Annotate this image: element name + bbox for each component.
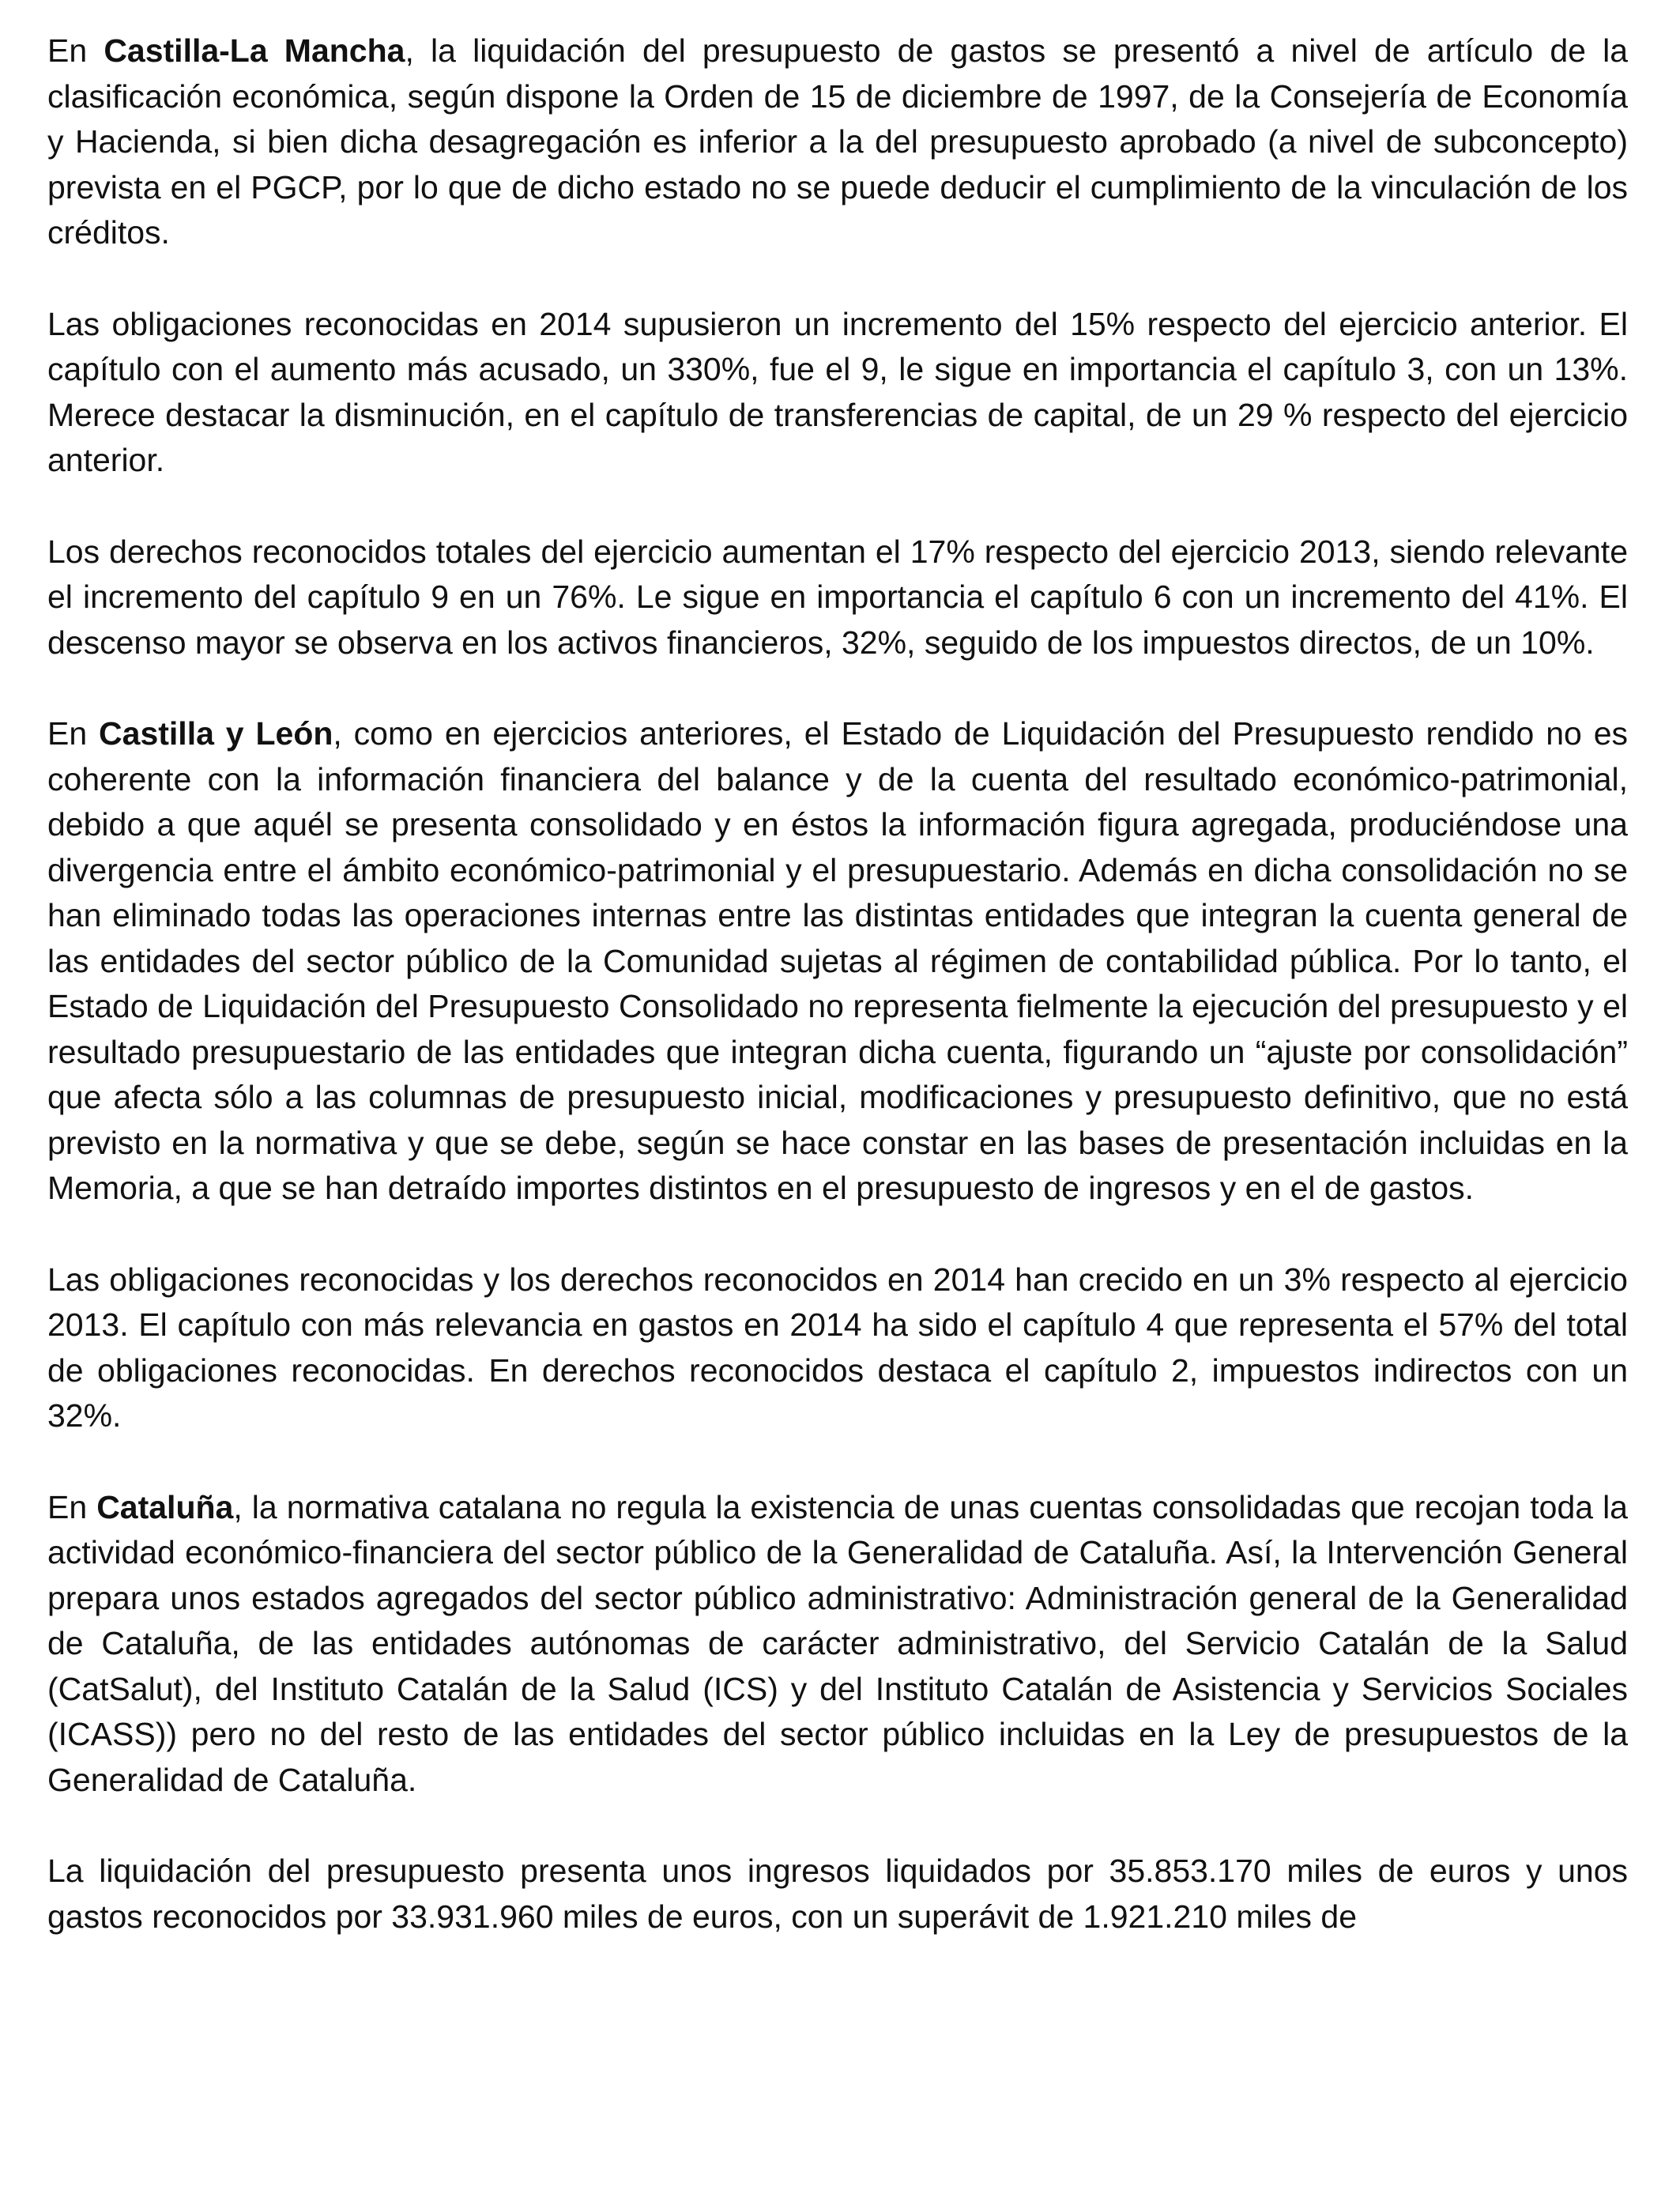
- paragraph-derechos-reconocidos: [47, 530, 1628, 666]
- paragraph-liquidacion-presupuesto: [47, 1849, 1628, 1940]
- text-run: En: [47, 32, 104, 69]
- text-run: En: [47, 1488, 97, 1525]
- text-run: En: [47, 715, 100, 752]
- text-run: , como en ejercicios anteriores, el Estado de Liquidación del Presupuesto rendido no es coherente con la información financiera del balance y de la cuenta del resultado económico-patrimonial, debido a que aquél se presenta consolidado y en éstos la información figura agregada, produciéndose una divergencia entre el ámbito económico-patrimonial y el presupuestario. Además en dicha consolidación no se han eliminado todas las operaciones internas entre las distintas entidades que integran la cuenta general de las entidades del sector público de la Comunidad sujetas al régimen de contabilidad pública. Por lo tanto, el Estado de Liquidación del Presupuesto Consolidado no representa fielmente la ejecución del presupuesto y el resultado presupuestario de las entidades que integran dicha cuenta, figurando un “ajuste por consolidación” que afecta sólo a las columnas de presupuesto inicial, modificaciones y presupuesto definitivo, que no está previsto en la normativa y que se debe, según se hace constar en las bases de presentación incluidas en la Memoria, a que se han detraído importes distintos en el presupuesto de ingresos y en el de gastos.: [47, 715, 1628, 1206]
- text-run: Las obligaciones reconocidas en 2014 supusieron un incremento del 15% respecto del ejercicio anterior. El capítulo con el aumento más acusado, un 330%, fue el 9, le sigue en importancia el capítulo 3, con un 13%. Merece destacar la disminución, en el capítulo de transferencias de capital, de un 29 % respecto del ejercicio anterior.: [47, 305, 1628, 478]
- document-page: [47, 28, 1628, 1940]
- paragraph-cataluna: [47, 1485, 1628, 1804]
- text-run: Los derechos reconocidos totales del ejercicio aumentan el 17% respecto del ejercicio 2013, siendo relevante el incremento del capítulo 9 en un 76%. Le sigue en importancia el capítulo 6 con un incremento del 41%. El descenso mayor se observa en los activos financieros, 32%, seguido de los impuestos directos, de un 10%.: [47, 533, 1628, 661]
- paragraph-castilla-la-mancha: [47, 28, 1628, 256]
- region-name-castilla-y-leon: Castilla y León: [99, 715, 333, 752]
- text-run: , la normativa catalana no regula la existencia de unas cuentas consolidadas que recojan toda la actividad económico-financiera del sector público de la Generalidad de Cataluña. Así, la Intervención General prepara unos estados agregados del sector público administrativo: Administración general de la Generalidad de Cataluña, de las entidades autónomas de carácter administrativo, del Servicio Catalán de la Salud (CatSalut), del Instituto Catalán de la Salud (ICS) y del Instituto Catalán de Asistencia y Servicios Sociales (ICASS)) pero no del resto de las entidades del sector público incluidas en la Ley de presupuestos de la Generalidad de Cataluña.: [47, 1488, 1628, 1798]
- paragraph-castilla-y-leon: [47, 711, 1628, 1212]
- region-name-castilla-la-mancha: Castilla-La Mancha: [104, 32, 405, 69]
- text-run: La liquidación del presupuesto presenta unos ingresos liquidados por 35.853.170 miles de euros y unos gastos reconocidos por 33.931.960 miles de euros, con un superávit de 1.921.210 miles de: [47, 1853, 1628, 1935]
- text-run: , la liquidación del presupuesto de gastos se presentó a nivel de artículo de la clasificación económica, según dispone la Orden de 15 de diciembre de 1997, de la Consejería de Economía y Hacienda, si bien dicha desagregación es inferior a la del presupuesto aprobado (a nivel de subconcepto) prevista en el PGCP, por lo que de dicho estado no se puede deducir el cumplimiento de la vinculación de los créditos.: [47, 32, 1629, 251]
- paragraph-obligaciones-2014: [47, 302, 1628, 484]
- text-run: Las obligaciones reconocidas y los derechos reconocidos en 2014 han crecido en un 3% respecto al ejercicio 2013. El capítulo con más relevancia en gastos en 2014 ha sido el capítulo 4 que representa el 57% del total de obligaciones reconocidas. En derechos reconocidos destaca el capítulo 2, impuestos indirectos con un 32%.: [47, 1261, 1628, 1434]
- paragraph-obligaciones-derechos-2014: [47, 1257, 1628, 1439]
- region-name-cataluna: Cataluña: [96, 1488, 234, 1525]
